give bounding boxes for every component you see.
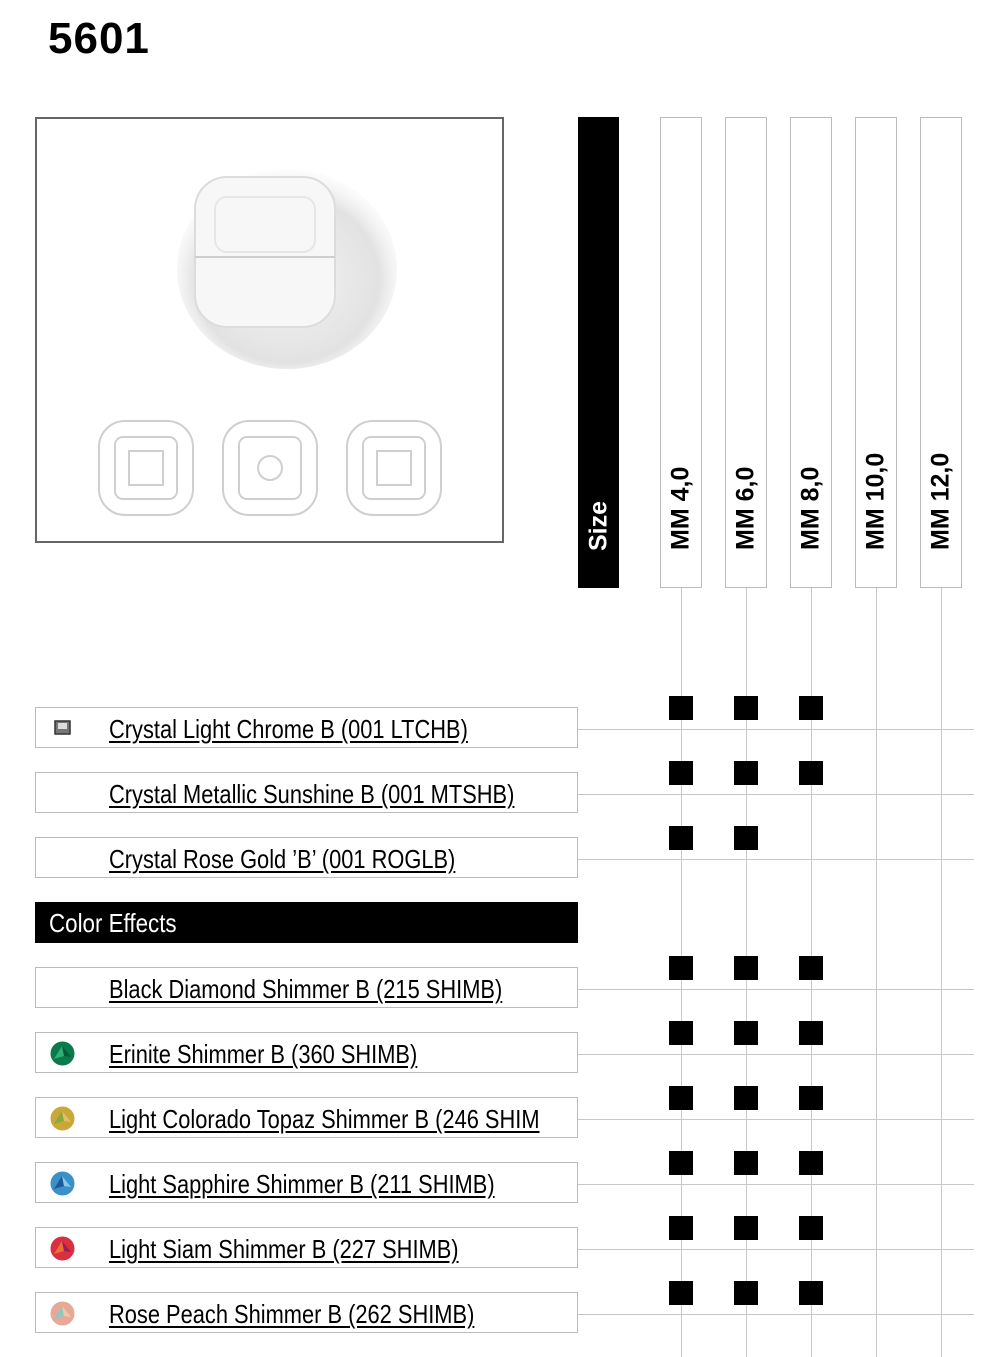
variant-row[interactable] <box>35 837 578 878</box>
grid-hline <box>578 729 974 730</box>
availability-marker <box>669 826 693 850</box>
variant-row[interactable] <box>35 707 578 748</box>
grid-hline <box>578 794 974 795</box>
availability-marker <box>734 1216 758 1240</box>
variant-row[interactable] <box>35 1162 578 1203</box>
availability-marker <box>734 956 758 980</box>
availability-marker <box>734 1086 758 1110</box>
variant-row[interactable] <box>35 772 578 813</box>
variant-row[interactable] <box>35 1032 578 1073</box>
availability-marker <box>669 1216 693 1240</box>
product-image <box>35 117 504 543</box>
availability-marker <box>799 1216 823 1240</box>
size-label: Size <box>584 500 612 551</box>
availability-marker <box>734 761 758 785</box>
size-column-header <box>578 117 619 588</box>
erinite-gem-icon <box>50 1041 75 1066</box>
siam-gem-icon <box>50 1236 75 1261</box>
size-label-10mm: MM 10,0 <box>861 452 890 550</box>
grid-hline <box>578 1054 974 1055</box>
variant-row[interactable] <box>35 1227 578 1268</box>
size-column-4mm <box>660 117 702 588</box>
section-header-label: Color Effects <box>49 908 177 938</box>
availability-marker <box>734 696 758 720</box>
grid-hline <box>578 1314 974 1315</box>
size-label-6mm: MM 6,0 <box>731 466 760 550</box>
availability-marker <box>669 1281 693 1305</box>
size-column-12mm <box>920 117 962 588</box>
topaz-gem-icon <box>50 1106 75 1131</box>
availability-marker <box>669 1086 693 1110</box>
availability-marker <box>799 1021 823 1045</box>
variant-row[interactable] <box>35 967 578 1008</box>
size-label-12mm: MM 12,0 <box>926 452 955 550</box>
availability-marker <box>799 761 823 785</box>
variant-row[interactable] <box>35 1097 578 1138</box>
variant-label: Crystal Rose Gold ’B’ (001 ROGLB) <box>109 844 456 874</box>
sapphire-gem-icon <box>50 1171 75 1196</box>
availability-marker <box>799 1281 823 1305</box>
grid-hline <box>578 1119 974 1120</box>
availability-marker <box>669 696 693 720</box>
size-column-8mm <box>790 117 832 588</box>
size-column-10mm <box>855 117 897 588</box>
grid-vline <box>941 588 942 1357</box>
availability-marker <box>734 1151 758 1175</box>
variant-label: Black Diamond Shimmer B (215 SHIMB) <box>109 974 503 1004</box>
availability-marker <box>734 1021 758 1045</box>
availability-marker <box>734 826 758 850</box>
availability-marker <box>799 956 823 980</box>
size-column-6mm <box>725 117 767 588</box>
light-chrome-icon <box>50 716 75 741</box>
availability-marker <box>799 1151 823 1175</box>
product-number: 5601 <box>48 14 150 63</box>
availability-marker <box>799 1086 823 1110</box>
rose-peach-gem-icon <box>50 1301 75 1326</box>
availability-marker <box>669 956 693 980</box>
availability-marker <box>669 1151 693 1175</box>
availability-marker <box>799 696 823 720</box>
grid-hline <box>578 1184 974 1185</box>
variant-label: Erinite Shimmer B (360 SHIMB) <box>109 1039 418 1069</box>
availability-marker <box>669 1021 693 1045</box>
grid-vline <box>876 588 877 1357</box>
grid-hline <box>578 859 974 860</box>
size-label-8mm: MM 8,0 <box>796 466 825 550</box>
variant-label: Light Sapphire Shimmer B (211 SHIMB) <box>109 1169 495 1199</box>
variant-label: Light Siam Shimmer B (227 SHIMB) <box>109 1234 459 1264</box>
crystal-cube-illustration <box>37 119 502 541</box>
availability-marker <box>734 1281 758 1305</box>
availability-marker <box>669 761 693 785</box>
variant-row[interactable] <box>35 1292 578 1333</box>
variant-label: Crystal Metallic Sunshine B (001 MTSHB) <box>109 779 515 809</box>
section-header-color-effects <box>35 902 578 943</box>
grid-hline <box>578 989 974 990</box>
size-label-4mm: MM 4,0 <box>666 466 695 550</box>
variant-label: Crystal Light Chrome B (001 LTCHB) <box>109 714 468 744</box>
variant-label: Light Colorado Topaz Shimmer B (246 SHIM <box>109 1104 540 1134</box>
variant-label: Rose Peach Shimmer B (262 SHIMB) <box>109 1299 475 1329</box>
grid-hline <box>578 1249 974 1250</box>
